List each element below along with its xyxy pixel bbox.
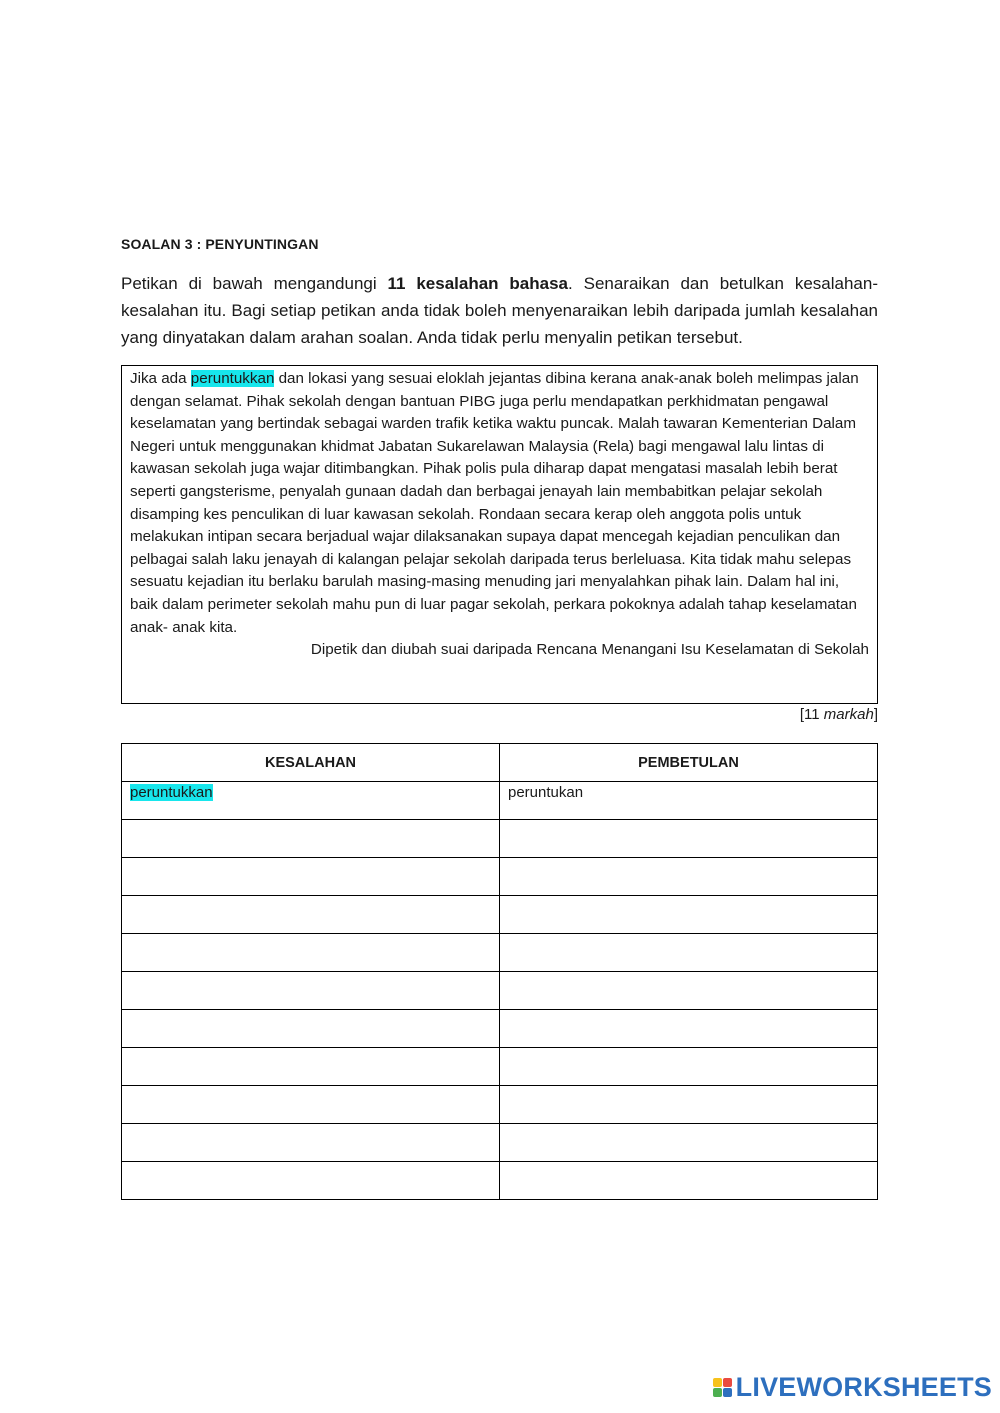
table-row <box>122 820 878 858</box>
table-row <box>122 1162 878 1200</box>
error-cell[interactable] <box>122 1162 500 1200</box>
correction-cell[interactable] <box>500 972 878 1010</box>
passage-before-highlight: Jika ada <box>130 370 191 387</box>
marks-prefix: [11 <box>799 706 824 723</box>
correction-cell[interactable] <box>500 896 878 934</box>
correction-cell[interactable]: peruntukan <box>500 782 878 820</box>
passage-source: Dipetik dan diubah suai daripada Rencana Menangani Isu Keselamatan di Sekolah <box>310 641 869 659</box>
instructions <box>121 270 878 351</box>
logo-text: LIVEWORKSHEETS <box>735 1372 992 1402</box>
correction-cell[interactable] <box>500 1086 878 1124</box>
question-heading: SOALAN 3 : PENYUNTINGAN <box>121 236 319 252</box>
correction-cell[interactable] <box>500 820 878 858</box>
marks-label <box>800 706 878 723</box>
table-header-row <box>122 744 878 782</box>
marks-suffix: ] <box>873 706 878 723</box>
error-cell[interactable] <box>122 1086 500 1124</box>
error-cell[interactable] <box>122 820 500 858</box>
correction-cell[interactable] <box>500 1048 878 1086</box>
liveworksheets-logo[interactable] <box>713 1372 992 1403</box>
table-row <box>122 1124 878 1162</box>
error-cell[interactable] <box>122 934 500 972</box>
logo-square <box>723 1388 732 1397</box>
table-row <box>122 972 878 1010</box>
error-cell[interactable] <box>122 782 500 820</box>
error-cell[interactable] <box>122 972 500 1010</box>
passage-after-highlight: dan lokasi yang sesuai eloklah jejantas dibina kerana anak-anak boleh melimpas jalan dengan selamat. Pihak sekolah dengan bantuan PIBG juga perlu mendapatkan perkhidmatan pengawal keselamatan yang bertindak sebagai warden trafik ketika waktu puncak. Malah tawaran Kementerian Dalam Negeri untuk menggunakan khidmat Jabatan Sukarelawan Malaysia (Rela) bagi mengawal lalu lintas di kawasan sekolah juga wajar ditimbangkan. Pihak polis pula diharap dapat mengatasi masalah lebih berat seperti gangsterisme, penyalah gunaan dadah dan berbagai jenayah lain membabitkan pelajar sekolah disamping kes penculikan di luar kawasan sekolah. Rondaan secara kerap oleh anggota polis untuk melakukan intipan secara berjadual wajar dilaksanakan supaya dapat mencegah kejadian penculikan dan pelbagai salah laku jenayah di kalangan pelajar sekolah daripada terus berleluasa. Kita tidak mahu selepas sesuatu kejadian itu berlaku barulah masing-masing menuding jari menyalahkan pihak lain. Dalam hal ini, baik dalam perimeter sekolah mahu pun di luar pagar sekolah, perkara pokoknya adalah tahap keselamatan anak- anak kita. <box>130 370 859 636</box>
error-cell[interactable] <box>122 1124 500 1162</box>
error-cell[interactable] <box>122 858 500 896</box>
error-cell[interactable] <box>122 896 500 934</box>
table-row <box>122 1086 878 1124</box>
error-cell-text: peruntukkan <box>130 784 213 801</box>
table-row <box>122 1010 878 1048</box>
error-cell[interactable] <box>122 1010 500 1048</box>
correction-cell[interactable] <box>500 1124 878 1162</box>
passage-text <box>130 368 869 639</box>
error-cell[interactable] <box>122 1048 500 1086</box>
passage-box <box>121 365 878 704</box>
instructions-bold: 11 kesalahan bahasa <box>387 274 569 293</box>
logo-square <box>713 1378 722 1387</box>
table-row <box>122 896 878 934</box>
logo-square <box>713 1388 722 1397</box>
correction-cell[interactable] <box>500 934 878 972</box>
logo-square <box>723 1378 732 1387</box>
header-pembetulan: PEMBETULAN <box>500 744 878 782</box>
correction-cell[interactable] <box>500 858 878 896</box>
highlighted-error[interactable]: peruntukkan <box>190 370 275 387</box>
table-row <box>122 782 878 820</box>
answer-table <box>121 743 878 1200</box>
liveworksheets-logo-icon <box>713 1378 732 1397</box>
correction-cell[interactable] <box>500 1162 878 1200</box>
table-row <box>122 934 878 972</box>
instructions-text-2: . Senaraikan dan betulkan kesalahan-kesalahan itu. Bagi setiap petikan anda tidak boleh menyenaraikan lebih daripada jumlah kesalahan yang dinyatakan dalam arahan soalan. Anda tidak perlu menyalin petikan tersebut. <box>121 274 878 347</box>
table-row <box>122 1048 878 1086</box>
correction-cell[interactable] <box>500 1010 878 1048</box>
table-row <box>122 858 878 896</box>
header-kesalahan: KESALAHAN <box>122 744 500 782</box>
marks-italic: markah <box>823 706 874 723</box>
instructions-text-1: Petikan di bawah mengandungi <box>121 274 388 293</box>
